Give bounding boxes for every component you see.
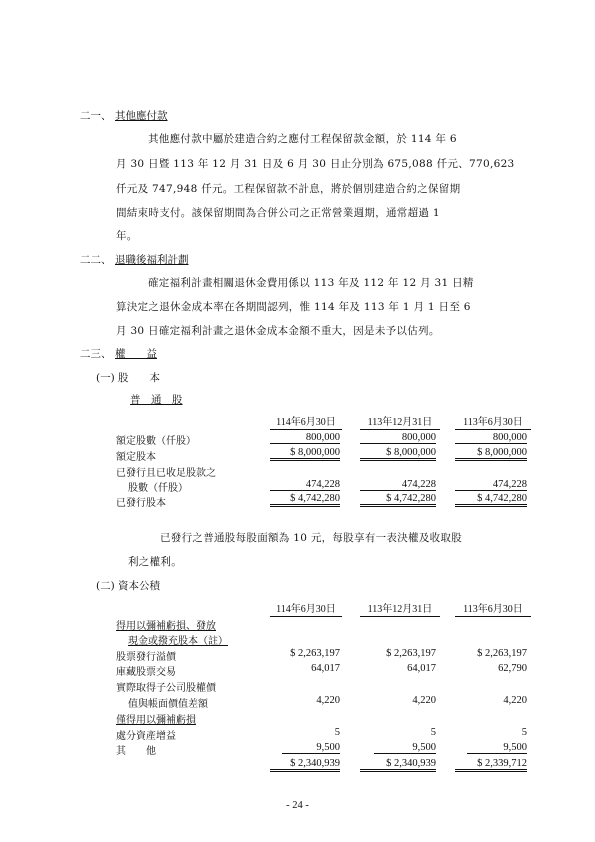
paragraph-line: 其他應付款中屬於建造合約之應付工程保留款金額，於 114 年 6 xyxy=(148,133,457,145)
table-cell: 800,000 xyxy=(455,432,527,444)
table-cell: 62,790 xyxy=(498,663,527,674)
table-cell: 64,017 xyxy=(311,663,340,674)
table-cell: $ 8,000,000 xyxy=(360,447,436,461)
paragraph-line: 間結束時支付。該保留期間為合併公司之正常營業週期，通常超過 1 xyxy=(116,207,440,219)
row-label: 得用以彌補虧損、發放 xyxy=(116,621,216,632)
table-cell: $ 2,263,197 xyxy=(477,648,527,659)
row-label: 額定股數（仟股） xyxy=(116,436,196,447)
section-number: 二三、 xyxy=(80,348,112,360)
row-label: 已發行股本 xyxy=(116,498,166,509)
table-cell: 5 xyxy=(430,727,436,738)
table-cell: $ 8,000,000 xyxy=(455,447,527,461)
column-header: 113年6月30日 xyxy=(455,600,531,617)
section-number: 二一、 xyxy=(80,110,112,122)
table-cell: $ 4,742,280 xyxy=(270,493,340,507)
table-cell: 9,500 xyxy=(467,742,527,754)
paragraph-line: 月 30 日暨 113 年 12 月 31 日及 6 月 30 日止分別為 675,088 仟元、770,623 xyxy=(116,158,515,170)
column-header: 113年6月30日 xyxy=(455,413,531,430)
section-title: 其他應付款 xyxy=(115,110,168,122)
table-total-cell: $ 2,339,712 xyxy=(455,758,527,772)
row-label: 庫藏股票交易 xyxy=(116,667,176,678)
table-total-cell: $ 2,340,939 xyxy=(360,758,436,772)
row-label: 僅得用以彌補虧損 xyxy=(116,715,196,726)
table-cell: $ 4,742,280 xyxy=(360,493,436,507)
row-label: 額定股本 xyxy=(116,452,156,463)
table-cell: 800,000 xyxy=(360,432,436,444)
table-cell: 474,228 xyxy=(360,479,436,491)
paragraph-line: 利之權利。 xyxy=(128,556,182,568)
table-cell: 4,220 xyxy=(316,695,340,706)
column-header: 113年12月31日 xyxy=(360,413,440,430)
paragraph-line: 月 30 日確定福利計畫之退休金成本金額不重大，因是未予以估列。 xyxy=(116,325,440,337)
row-label: 處分資產增益 xyxy=(116,731,176,742)
table-cell: 5 xyxy=(334,727,340,738)
row-label: 其 他 xyxy=(116,746,156,757)
table-cell: 474,228 xyxy=(270,479,340,491)
table-cell: 474,228 xyxy=(455,479,527,491)
table-cell: 800,000 xyxy=(270,432,340,444)
table-caption: 普 通 股 xyxy=(130,394,183,406)
row-label: 值與帳面價值差額 xyxy=(128,699,208,710)
table-cell: $ 4,742,280 xyxy=(455,493,527,507)
paragraph-line: 年。 xyxy=(116,230,138,242)
table-total-cell: $ 2,340,939 xyxy=(270,758,340,772)
column-header: 114年6月30日 xyxy=(270,600,342,617)
table-cell: $ 2,263,197 xyxy=(386,648,436,659)
page-number: - 24 - xyxy=(286,800,309,811)
paragraph-line: 已發行之普通股每股面額為 10 元，每股享有一表決權及收取股 xyxy=(160,532,463,544)
row-label: 實際取得子公司股權價 xyxy=(116,683,216,694)
table-cell: 4,220 xyxy=(503,695,527,706)
subsection-title: (一) 股 本 xyxy=(96,372,161,384)
section-title: 退職後福利計劃 xyxy=(115,254,189,266)
column-header: 114年6月30日 xyxy=(270,413,342,430)
row-label: 已發行且已收足股款之 xyxy=(116,468,216,479)
row-label: 現金或撥充股本（註） xyxy=(128,636,228,647)
table-cell: $ 8,000,000 xyxy=(270,447,340,461)
column-header: 113年12月31日 xyxy=(360,600,440,617)
paragraph-line: 算決定之退休金成本率在各期間認列，惟 114 年及 113 年 1 月 1 日至 6 xyxy=(116,301,471,313)
paragraph-line: 仟元及 747,948 仟元。工程保留款不計息，將於個別建造合約之保留期 xyxy=(116,183,461,195)
table-cell: 4,220 xyxy=(412,695,436,706)
table-cell: 9,500 xyxy=(282,742,340,754)
table-cell: 9,500 xyxy=(374,742,436,754)
subsection-title: (二) 資本公積 xyxy=(96,580,161,592)
paragraph-line: 確定福利計畫相關退休金費用係以 113 年及 112 年 12 月 31 日精 xyxy=(148,277,474,289)
section-title: 權 益 xyxy=(115,348,157,360)
table-cell: 5 xyxy=(521,727,527,738)
row-label: 股票發行溢價 xyxy=(116,652,176,663)
table-cell: 64,017 xyxy=(407,663,436,674)
table-cell: $ 2,263,197 xyxy=(290,648,340,659)
section-number: 二二、 xyxy=(80,254,112,266)
row-label: 股數（仟股） xyxy=(128,483,188,494)
